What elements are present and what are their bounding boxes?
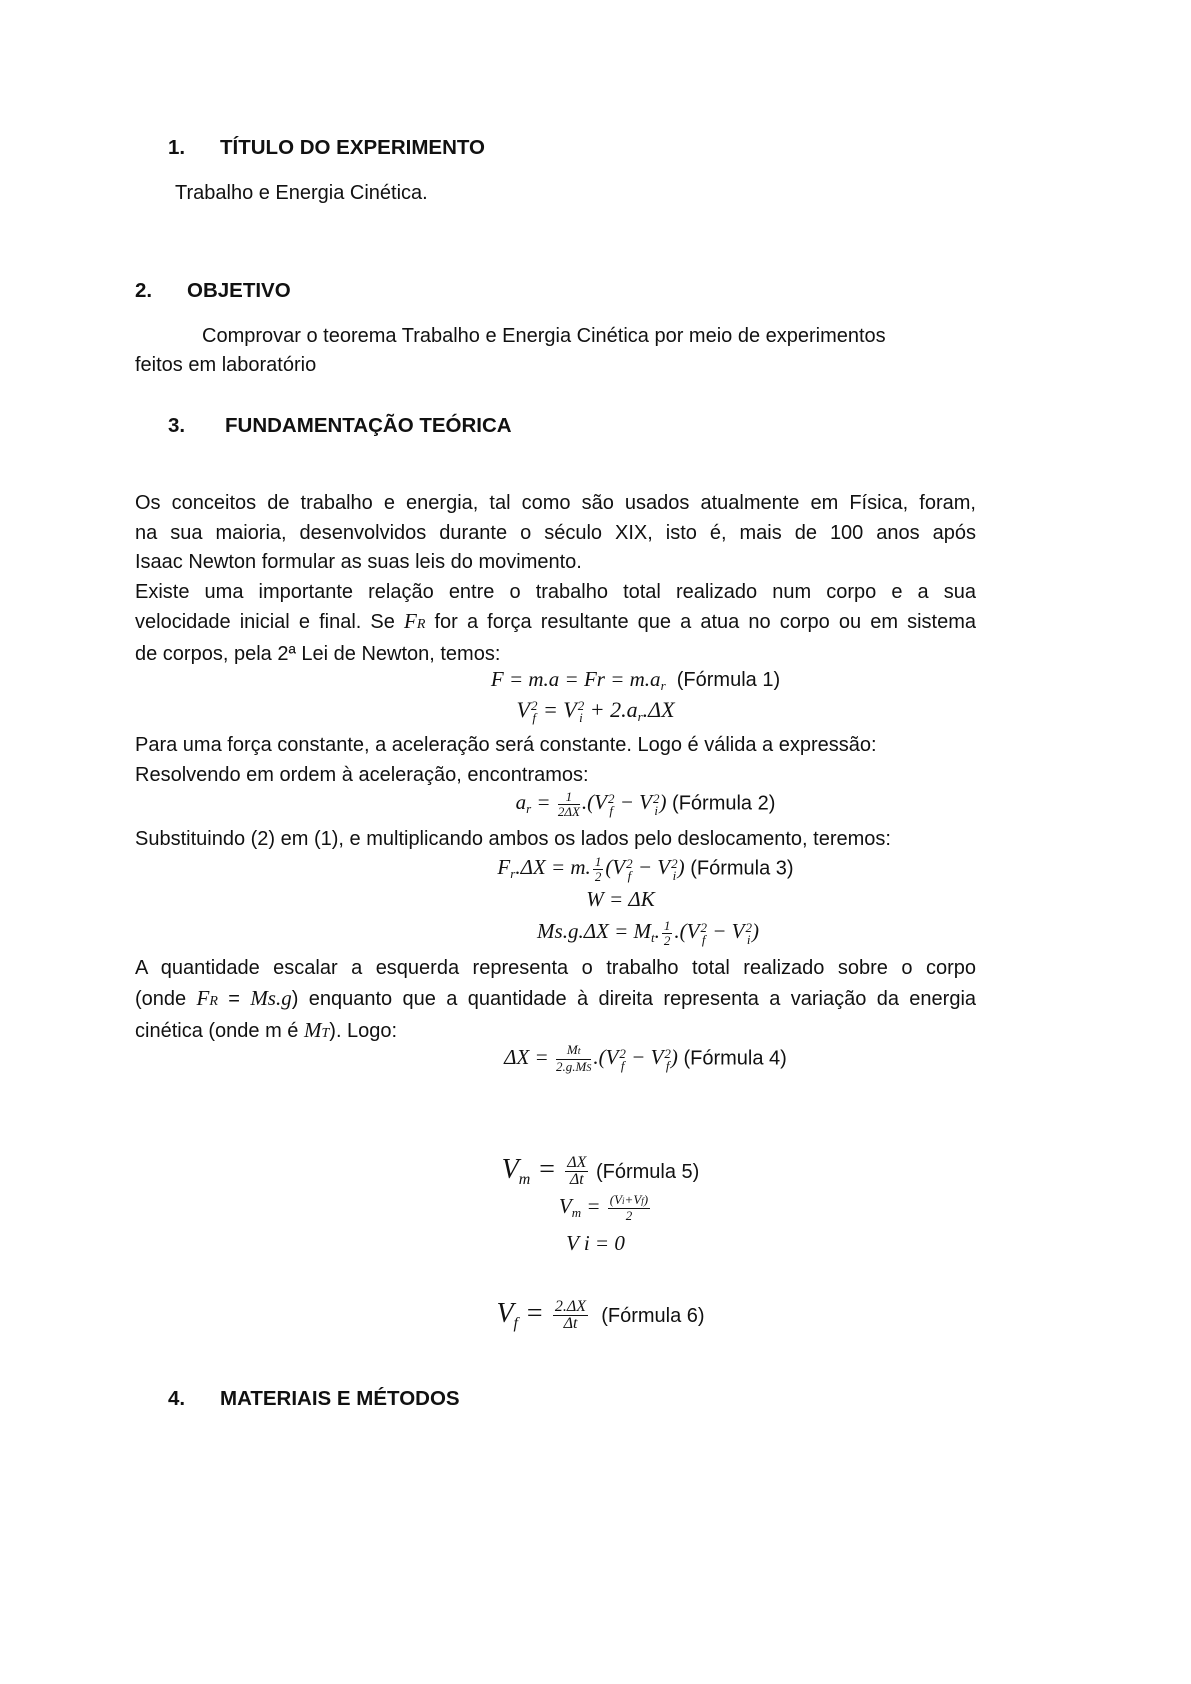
denominator: Δt (569, 1171, 584, 1189)
denominator: 2.g.M (555, 1059, 587, 1074)
sub: m (518, 1171, 531, 1188)
section-title: TÍTULO DO EXPERIMENTO (220, 136, 485, 159)
t: .(V (674, 919, 700, 944)
sub: t (577, 1046, 581, 1057)
formula-6 (0, 1298, 1191, 1333)
text-line: Para uma força constante, a aceleração será constante. Logo é válida a expressão: (135, 734, 877, 756)
t: ) (659, 790, 667, 815)
numerator: 1 (663, 918, 671, 933)
formula-label: (Fórmula 2) (672, 792, 776, 815)
t: ) (677, 855, 685, 880)
t: − V (625, 1045, 664, 1070)
section-heading-2 (135, 279, 291, 303)
t: .ΔX = m. (515, 855, 591, 880)
text-line: de corpos, pela 2ª Lei de Newton, temos: (135, 642, 501, 665)
denominator: 2ΔX (557, 804, 580, 819)
t: Ms.g (250, 985, 292, 1010)
sub: t (651, 930, 655, 946)
t: (onde (135, 987, 187, 1010)
t: + 2.a (584, 697, 638, 722)
formula-4: ΔX = $\frac{Mt}{2.g.MS}$ .(V 2 f − V 2 f ) (Fórmula 4) (504, 1042, 787, 1074)
section-number: 1. (168, 136, 186, 159)
sub: f (532, 709, 536, 725)
symbol-sub: R (416, 617, 426, 633)
sub: r (510, 866, 516, 882)
text: for a força resultante que a atua no corpo ou em sistema (434, 611, 977, 634)
numerator: M (566, 1042, 578, 1057)
section-title: MATERIAIS E MÉTODOS (220, 1387, 460, 1410)
t: ) enquanto que a quantidade à direita representa a variação da energia (291, 987, 977, 1010)
t: M (303, 1018, 322, 1043)
formula-vm (0, 1193, 1191, 1223)
t: cinética (onde m é (135, 1020, 299, 1043)
t: = (581, 1193, 606, 1218)
section-title: OBJETIVO (187, 279, 291, 302)
t: (V (609, 1192, 623, 1207)
t: R (209, 993, 218, 1009)
formula-label: (Fórmula 3) (690, 857, 794, 880)
text-line: Os conceitos de trabalho e energia, tal como são usados atualmente em Física, foram, (135, 492, 976, 514)
text-line: Isaac Newton formular as suas leis do movimento. (135, 551, 582, 574)
text-line: na sua maioria, desenvolvidos durante o século XIX, isto é, mais de 100 anos após (135, 521, 976, 544)
text-line (135, 607, 976, 640)
sub: S (586, 1063, 592, 1074)
t: . (654, 919, 660, 944)
formula-work (0, 887, 1191, 912)
t: T (321, 1026, 330, 1042)
t: ) (751, 919, 759, 944)
section-heading-4 (168, 1387, 460, 1411)
t: (V (605, 855, 626, 880)
formula-label: (Fórmula 1) (676, 669, 781, 691)
numerator: 1 (558, 790, 580, 805)
formula-3: $F_r.\Delta X = m$. $\frac{1}{2}$ (V 2 f − V 2 i ) (Fórmula 3) (497, 854, 794, 884)
t: .ΔX (642, 697, 675, 722)
sub: m (571, 1204, 582, 1220)
theory-paragraph-5 (135, 954, 976, 1049)
objective-line-1: Comprovar o teorema Trabalho e Energia Cinética por meio de experimentos (202, 325, 886, 347)
formula-2: $a_r$ = $\frac{1}{2\Delta X}$ .(V 2 f − V 2 i ) (Fórmula 2) (515, 789, 776, 819)
t: ). Logo: (329, 1020, 398, 1043)
formula-text: F = m.a = Fr = m.a (490, 667, 661, 691)
section-number: 4. (168, 1387, 186, 1410)
formula-5 (0, 1154, 1191, 1189)
section-heading-1 (168, 136, 485, 160)
t: .(V (593, 1045, 619, 1070)
numerator: 2.ΔX (554, 1298, 587, 1316)
t: = (530, 1154, 564, 1185)
t: a (515, 790, 527, 815)
denominator: 2 (625, 1208, 633, 1223)
sup: 2 (577, 697, 585, 713)
t: − V (632, 855, 671, 880)
section-number: 2. (135, 279, 153, 302)
t: = (228, 987, 240, 1010)
formula-ms: $Ms.g.\Delta X = M_t$. $\frac{1}{2}$ .(V 2 f − V 2 i ) (537, 918, 759, 948)
sub: r (637, 709, 643, 724)
t: .(V (581, 790, 607, 815)
t: − V (706, 919, 745, 944)
sub: i (579, 709, 583, 725)
formula-label: (Fórmula 5) (595, 1161, 700, 1183)
t: V (496, 1298, 514, 1329)
sub: f (513, 1315, 518, 1332)
subscript: r (660, 678, 666, 693)
t: V (558, 1193, 572, 1218)
section-heading-3 (168, 414, 512, 438)
text-line (135, 984, 976, 1017)
text-line: Substituindo (2) em (1), e multiplicando ambos os lados pelo deslocamento, teremos: (135, 828, 891, 850)
formula-velocity (0, 697, 1191, 725)
text-line: Resolvendo em ordem à aceleração, encontramos: (135, 764, 589, 786)
denominator: 2 (663, 933, 671, 948)
t: W = ΔK (586, 887, 655, 911)
t: V (516, 697, 530, 722)
text-line: Existe uma importante relação entre o trabalho total realizado num corpo e a sua (135, 580, 976, 603)
t: V i = 0 (566, 1231, 625, 1255)
objective-line-2: feitos em laboratório (135, 354, 317, 376)
t: = (518, 1298, 551, 1329)
section-title: FUNDAMENTAÇÃO TEÓRICA (225, 414, 512, 437)
formula-1 (0, 667, 1191, 694)
t: +V (624, 1192, 642, 1207)
t: = (531, 790, 556, 815)
denominator: Δt (563, 1315, 578, 1333)
t: − V (614, 790, 652, 815)
experiment-title: Trabalho e Energia Cinética. (175, 182, 428, 204)
denominator: 2 (594, 869, 602, 884)
sub: i (622, 1196, 625, 1206)
section-number: 3. (168, 414, 186, 437)
symbol: F (404, 609, 417, 634)
numerator: 1 (594, 854, 602, 869)
t: F (196, 985, 210, 1010)
sub: r (526, 801, 532, 817)
formula-label: (Fórmula 4) (683, 1047, 787, 1070)
t: ) (643, 1192, 649, 1207)
text: velocidade inicial e final. Se (135, 611, 395, 634)
fr-symbol (404, 609, 425, 633)
t: ) (670, 1045, 678, 1070)
formula-vi (0, 1231, 1191, 1256)
theory-paragraph-1 (135, 489, 976, 670)
numerator: ΔX (567, 1154, 587, 1172)
t: F (497, 855, 511, 880)
t: ΔX = (504, 1045, 554, 1070)
t: = V (537, 697, 577, 722)
t: Ms.g.ΔX = M (537, 919, 652, 944)
text-line: A quantidade escalar a esquerda representa o trabalho total realizado sobre o corpo (135, 957, 976, 979)
sub: f (641, 1196, 644, 1206)
formula-label: (Fórmula 6) (601, 1305, 705, 1327)
sup: 2 (530, 697, 538, 713)
t: V (501, 1154, 519, 1185)
